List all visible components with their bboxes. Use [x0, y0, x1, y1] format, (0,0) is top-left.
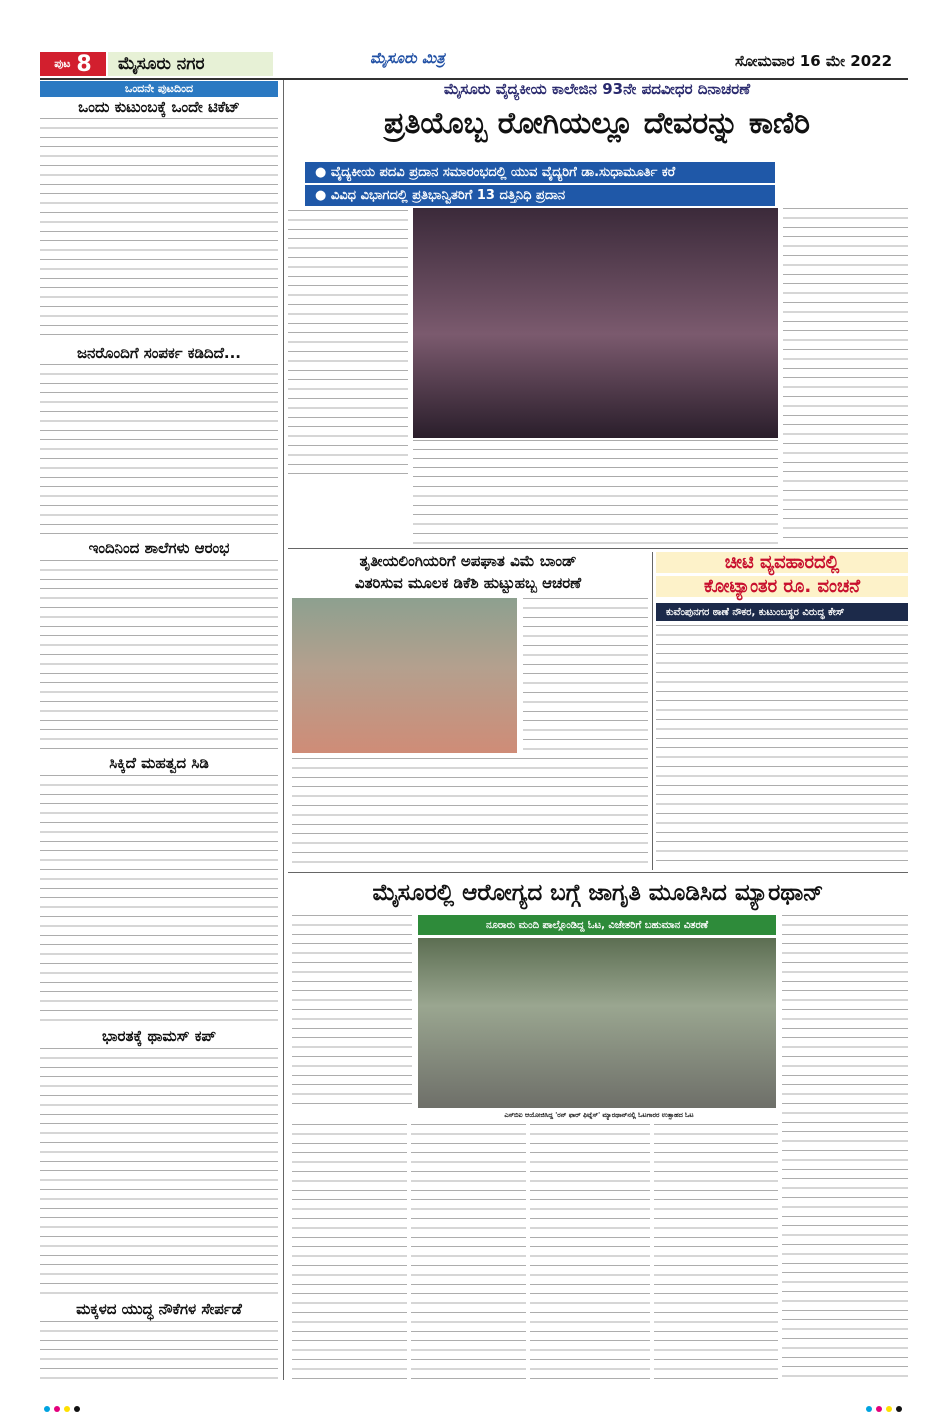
story-b-headline-2: ಕೋಟ್ಯಾಂತರ ರೂ. ವಂಚನೆ — [656, 576, 908, 597]
left-headline-1: ಒಂದು ಕುಟುಂಬಕ್ಕೆ ಒಂದೇ ಟಿಕೆಟ್ — [78, 98, 240, 116]
lead-body-col-1 — [288, 210, 408, 482]
marathon-headline: ಮೈಸೂರಲ್ಲಿ ಆರೋಗ್ಯದ ಬಗ್ಗೆ ಜಾಗೃತಿ ಮೂಡಿಸಿದ ಮ್ಯಾರಥಾನ್ — [372, 880, 824, 906]
registration-mark-black — [74, 1406, 80, 1412]
story-a-body-bottom — [292, 758, 648, 868]
marathon-rule — [288, 872, 908, 873]
registration-mark-yellow-right — [886, 1406, 892, 1412]
continued-banner: ಒಂದನೇ ಪುಟದಿಂದ — [40, 81, 278, 97]
mid-divider — [652, 552, 653, 870]
marathon-body-col-b — [411, 1124, 526, 1380]
left-body-3 — [40, 560, 278, 750]
lead-body-col-3 — [783, 208, 908, 546]
left-headline-2: ಜನರೊಂದಿಗೆ ಸಂಪರ್ಕ ಕಡಿದಿದೆ... — [76, 344, 242, 362]
story-a-body-right — [523, 598, 648, 753]
registration-mark-yellow — [64, 1406, 70, 1412]
registration-mark-cyan-right — [866, 1406, 872, 1412]
lead-body-col-2 — [413, 486, 778, 546]
marathon-body-col-c — [530, 1124, 650, 1380]
story-a-headline-1: ತೃತೀಯಲಿಂಗಿಯರಿಗೆ ಅಪಘಾತ ವಿಮೆ ಬಾಂಡ್ — [359, 552, 577, 570]
column-divider-left — [283, 80, 284, 1380]
registration-mark-black-right — [896, 1406, 902, 1412]
lead-bullet-1: ● ವೈದ್ಯಕೀಯ ಪದವಿ ಪ್ರದಾನ ಸಮಾರಂಭದಲ್ಲಿ ಯುವ ವೈದ್ಯರಿಗೆ ಡಾ.ಸುಧಾಮೂರ್ತಿ ಕರೆ — [305, 162, 775, 183]
marathon-subhead: ನೂರಾರು ಮಂದಿ ಪಾಲ್ಗೊಂಡಿದ್ದ ಓಟ, ವಿಜೇತರಿಗೆ ಬಹುಮಾನ ವಿತರಣೆ — [418, 915, 776, 935]
marathon-photo-caption: ಎಸ್‌ಬಿಐ ಆಯೋಜಿಸಿದ್ದ 'ರನ್ ಫಾರ್ ಫಿಟ್ನೆಸ್' ಮ್ಯಾರಥಾನ್‌ನಲ್ಲಿ ಓಟಗಾರರ ಉತ್ಸಾಹದ ಓಟ — [504, 1111, 694, 1119]
graduation-photo-caption — [413, 440, 778, 482]
left-headline-4: ಸಿಕ್ಕಿದೆ ಮಹತ್ವದ ಸಿಡಿ — [109, 754, 209, 772]
story-b-subhead: ಕುವೆಂಪುನಗರ ಠಾಣೆ ನೌಕರ, ಕುಟುಂಬಸ್ಥರ ವಿರುದ್ಧ ಕೇಸ್ — [656, 603, 908, 621]
masthead-logo: ಮೈಸೂರು ಮಿತ್ರ — [370, 49, 445, 67]
celebration-photo — [292, 598, 517, 753]
registration-mark-cyan — [44, 1406, 50, 1412]
registration-mark-magenta-right — [876, 1406, 882, 1412]
left-body-1 — [40, 118, 278, 340]
marathon-body-col-1 — [292, 915, 412, 1105]
lead-kicker: ಮೈಸೂರು ವೈದ್ಯಕೀಯ ಕಾಲೇಜಿನ 93ನೇ ಪದವೀಧರ ದಿನಾಚರಣೆ — [443, 80, 751, 98]
story-a-headline-2: ವಿತರಿಸುವ ಮೂಲಕ ಡಿಕೆಶಿ ಹುಟ್ಟುಹಬ್ಬ ಆಚರಣೆ — [354, 574, 582, 592]
lead-rule — [288, 548, 908, 549]
page-label: ಪುಟ — [54, 57, 71, 70]
left-body-2 — [40, 364, 278, 536]
story-b-headline-1: ಚೀಟಿ ವ್ಯವಹಾರದಲ್ಲಿ — [656, 552, 908, 573]
lead-bullet-2: ● ವಿವಿಧ ವಿಭಾಗದಲ್ಲಿ ಪ್ರತಿಭಾನ್ವಿತರಿಗೆ 13 ದತ್ತಿನಿಧಿ ಪ್ರದಾನ — [305, 185, 775, 206]
page-number-badge — [40, 52, 106, 76]
marathon-body-col-right — [782, 915, 908, 1380]
left-body-4 — [40, 775, 278, 1023]
graduation-photo — [413, 208, 778, 438]
marathon-photo — [418, 938, 776, 1108]
lead-headline: ಪ್ರತಿಯೊಬ್ಬ ರೋಗಿಯಲ್ಲೂ ದೇವರನ್ನು ಕಾಣಿರಿ — [383, 106, 811, 141]
left-body-6 — [40, 1321, 278, 1381]
page-number: 8 — [76, 51, 92, 77]
marathon-body-col-d — [654, 1124, 778, 1380]
marathon-body-col-a — [292, 1124, 407, 1380]
registration-mark-magenta — [54, 1406, 60, 1412]
left-body-5 — [40, 1048, 278, 1296]
issue-date: ಸೋಮವಾರ 16 ಮೇ 2022 — [735, 52, 893, 70]
story-b-body — [656, 625, 908, 868]
left-headline-5: ಭಾರತಕ್ಕೆ ಥಾಮಸ್ ಕಪ್ — [102, 1027, 216, 1045]
left-headline-6: ಮಕ್ಕಳದ ಯುದ್ಧ ನೌಕೆಗಳ ಸೇರ್ಪಡೆ — [76, 1300, 242, 1318]
left-headline-3: ಇಂದಿನಿಂದ ಶಾಲೆಗಳು ಆರಂಭ — [88, 539, 230, 557]
section-label: ಮೈಸೂರು ನಗರ — [108, 52, 273, 76]
